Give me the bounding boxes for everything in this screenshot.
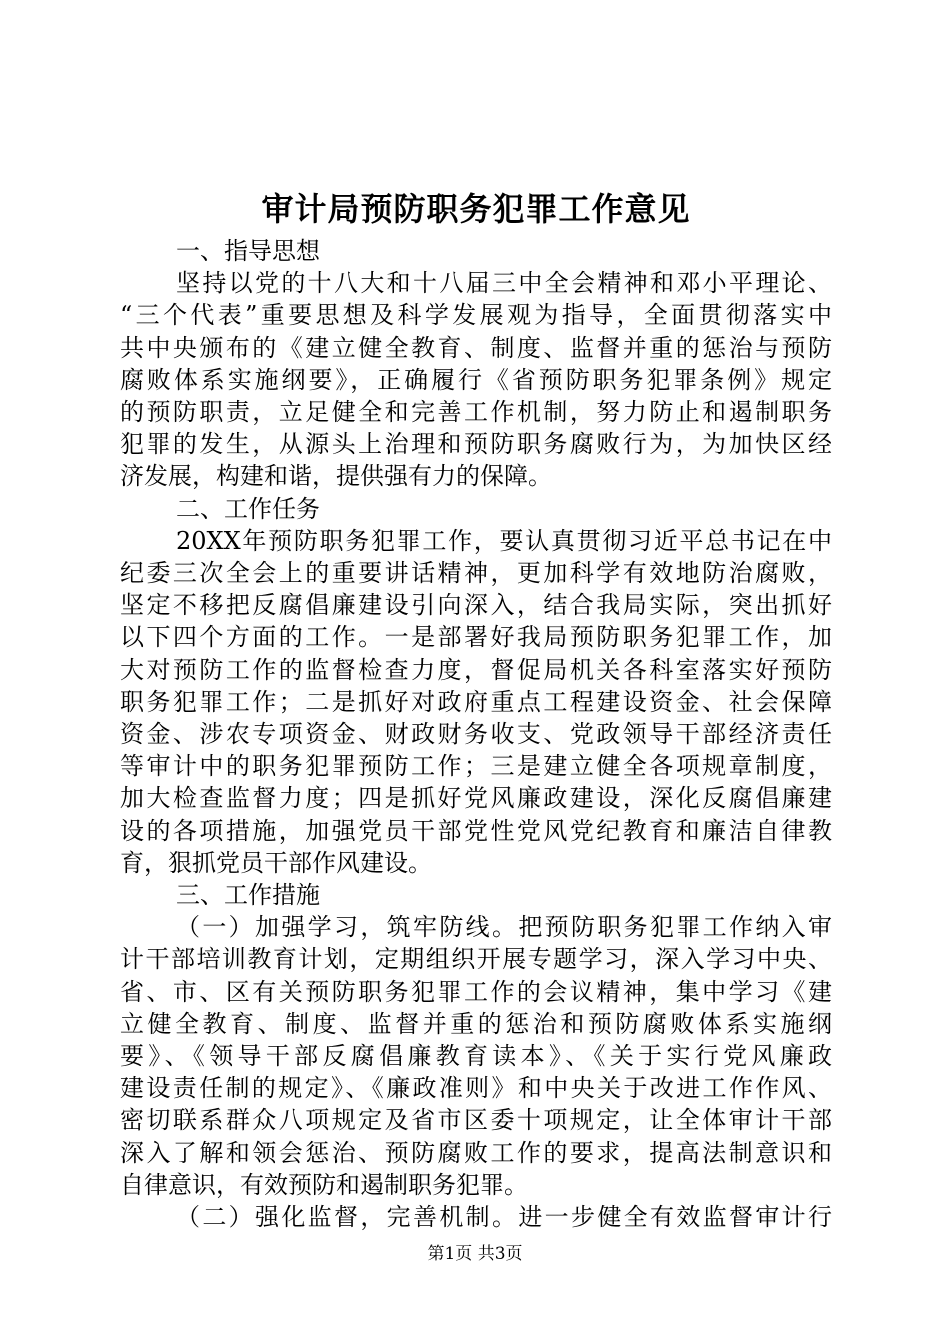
section-heading: 二、工作任务 [176,494,320,523]
paragraph-line: 自律意识，有效预防和遏制职务犯罪。 [120,1170,528,1199]
page-footer: 第1页 共3页 [427,1244,523,1264]
paragraph-line: 坚持以党的十八大和十八届三中全会精神和邓小平理论、 [176,269,832,298]
paragraph-line: 共中央颁布的《建立健全教育、制度、监督并重的惩治与预防 [120,333,832,362]
paragraph-line: 深入了解和领会惩治、预防腐败工作的要求，提高法制意识和 [120,1138,832,1167]
paragraph-line: 建设责任制的规定》、《廉政准则》和中央关于改进工作作风、 [120,1074,832,1103]
section-heading: 三、工作措施 [176,881,320,910]
paragraph-line: 的预防职责，立足健全和完善工作机制，努力防止和遏制职务 [120,398,832,427]
paragraph-line: 要》、《领导干部反腐倡廉教育读本》、《关于实行党风廉政 [120,1042,832,1071]
paragraph-line: 职务犯罪工作；二是抓好对政府重点工程建设资金、社会保障 [120,687,832,716]
section-work-measures [120,879,832,1233]
paragraph-line: 济发展，构建和谐，提供强有力的保障。 [120,462,552,491]
paragraph-line: 坚定不移把反腐倡廉建设引向深入，结合我局实际，突出抓好 [120,591,832,620]
paragraph-line: “三个代表”重要思想及科学发展观为指导，全面贯彻落实中 [120,301,832,330]
paragraph-line: 密切联系群众八项规定及省市区委十项规定，让全体审计干部 [120,1106,832,1135]
section-guiding-ideology [120,235,832,493]
paragraph-line: 设的各项措施，加强党员干部党性党风党纪教育和廉洁自律教 [120,816,832,845]
paragraph-line: 犯罪的发生，从源头上治理和预防职务腐败行为，为加快区经 [120,430,832,459]
document-body [120,183,832,1233]
paragraph-line: 纪委三次全会上的重要讲话精神，更加科学有效地防治腐败， [120,559,832,588]
section-work-tasks [120,493,832,879]
paragraph-line: 20XX年预防职务犯罪工作，要认真贯彻习近平总书记在中 [176,526,832,555]
paragraph-line: 省、市、区有关预防职务犯罪工作的会议精神，集中学习《建 [120,977,832,1006]
paragraph-line: 等审计中的职务犯罪预防工作；三是建立健全各项规章制度， [120,752,832,781]
paragraph-line: 育，狠抓党员干部作风建设。 [120,848,432,877]
document-title: 审计局预防职务犯罪工作意见 [261,190,691,228]
section-heading: 一、指导思想 [176,237,320,265]
paragraph-line: 计干部培训教育计划，定期组织开展专题学习，深入学习中央、 [120,945,832,974]
paragraph-line: 腐败体系实施纲要》，正确履行《省预防职务犯罪条例》规定 [120,365,832,394]
paragraph-line: （二）强化监督，完善机制。进一步健全有效监督审计行 [176,1203,832,1232]
paragraph-line: 立健全教育、制度、监督并重的惩治和预防腐败体系实施纲 [120,1009,832,1038]
paragraph-line: （一）加强学习，筑牢防线。把预防职务犯罪工作纳入审 [176,913,832,942]
paragraph-line: 大对预防工作的监督检查力度，督促局机关各科室落实好预防 [120,655,832,684]
paragraph-line: 以下四个方面的工作。一是部署好我局预防职务犯罪工作，加 [120,623,832,652]
paragraph-line: 资金、涉农专项资金、财政财务收支、党政领导干部经济责任 [120,720,832,749]
paragraph-line: 加大检查监督力度；四是抓好党风廉政建设，深化反腐倡廉建 [120,784,832,813]
